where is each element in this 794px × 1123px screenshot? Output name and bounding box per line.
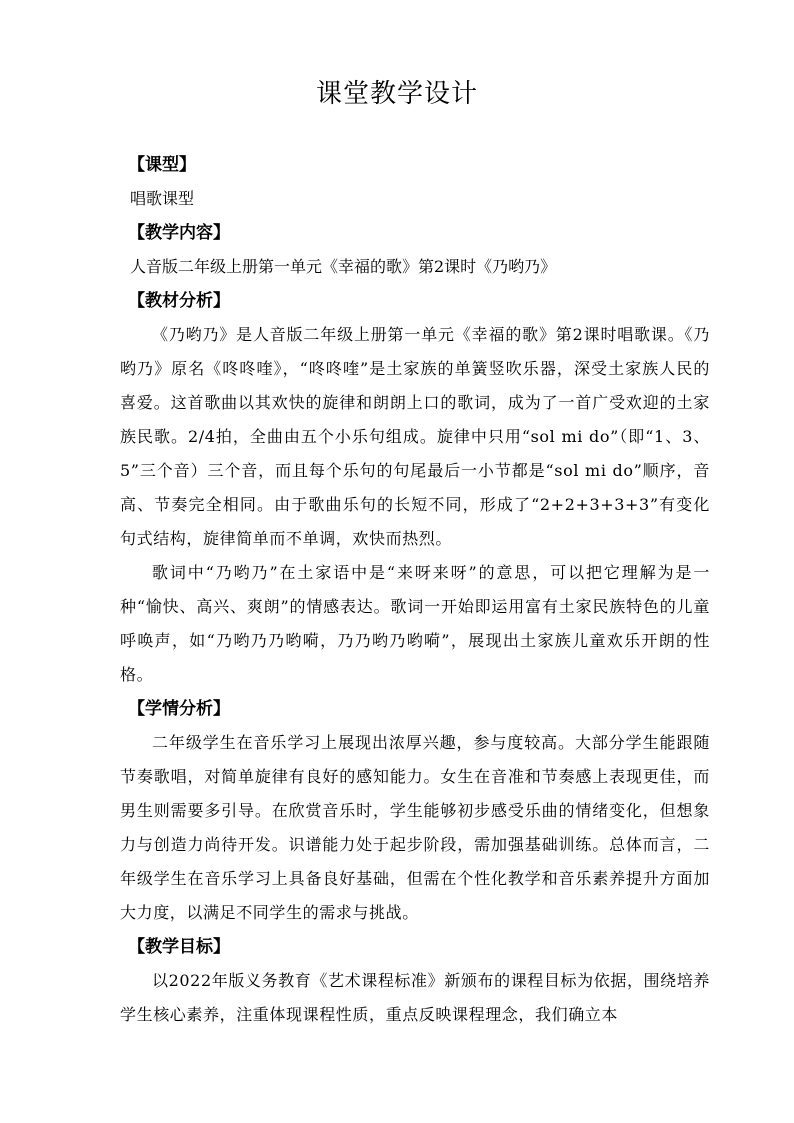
document-title: 课堂教学设计: [315, 79, 478, 109]
heading-student-analysis: 【学情分析】: [128, 699, 230, 719]
document-body: [120, 148, 710, 1032]
lesson-type-text: 唱歌课型: [130, 189, 195, 208]
heading-lesson-type: 【课型】: [128, 155, 196, 175]
heading-teaching-content: 【教学内容】: [128, 223, 230, 243]
heading-material-analysis: 【教材分析】: [128, 291, 230, 311]
student-analysis-paragraph: 二年级学生在音乐学习上展现出浓厚兴趣，参与度较高。大部分学生能跟随节奏歌唱，对简单旋律有良好的感知能力。女生在音准和节奏感上表现更佳，而男生则需要多引导。在欣赏音乐时，学生能够初步感受乐曲的情绪变化，但想象力与创造力尚待开发。识谱能力处于起步阶段，需加强基础训练。总体而言，二年级学生在音乐学习上具备良好基础，但需在个性化教学和音乐素养提升方面加大力度，以满足不同学生的需求与挑战。: [120, 733, 710, 922]
material-analysis-paragraph-1: 《乃哟乃》是人音版二年级上册第一单元《幸福的歌》第2课时唱歌课。《乃哟乃》原名《咚咚喹》，“咚咚喹”是土家族的单簧竖吹乐器，深受土家族人民的喜爱。这首歌曲以其欢快的旋律和朗朗上口的歌词，成为了一首广受欢迎的土家族民歌。2/4拍，全曲由五个小乐句组成。旋律中只用“sol mi do”（即“1、3、5”三个音）三个音，而且每个乐句的句尾最后一小节都是“sol mi do”顺序，音高、节奏完全相同。由于歌曲乐句的长短不同，形成了“2+2+3+3+3”有变化句式结构，旋律简单而不单调，欢快而热烈。: [120, 325, 710, 548]
material-analysis-paragraph-2: 歌词中“乃哟乃”在土家语中是“来呀来呀”的意思，可以把它理解为是一种“愉快、高兴、爽朗”的情感表达。歌词一开始即运用富有土家民族特色的儿童呼唤声，如“乃哟乃乃哟嗬，乃乃哟乃哟嗬”，展现出土家族儿童欢乐开朗的性格。: [120, 563, 710, 684]
heading-teaching-objectives: 【教学目标】: [128, 937, 230, 957]
teaching-objectives-paragraph: 以2022年版义务教育《艺术课程标准》新颁布的课程目标为依据，围绕培养学生核心素养，注重体现课程性质，重点反映课程理念，我们确立本: [120, 971, 710, 1024]
teaching-content-text: 人音版二年级上册第一单元《幸福的歌》第2课时《乃哟乃》: [130, 257, 557, 276]
